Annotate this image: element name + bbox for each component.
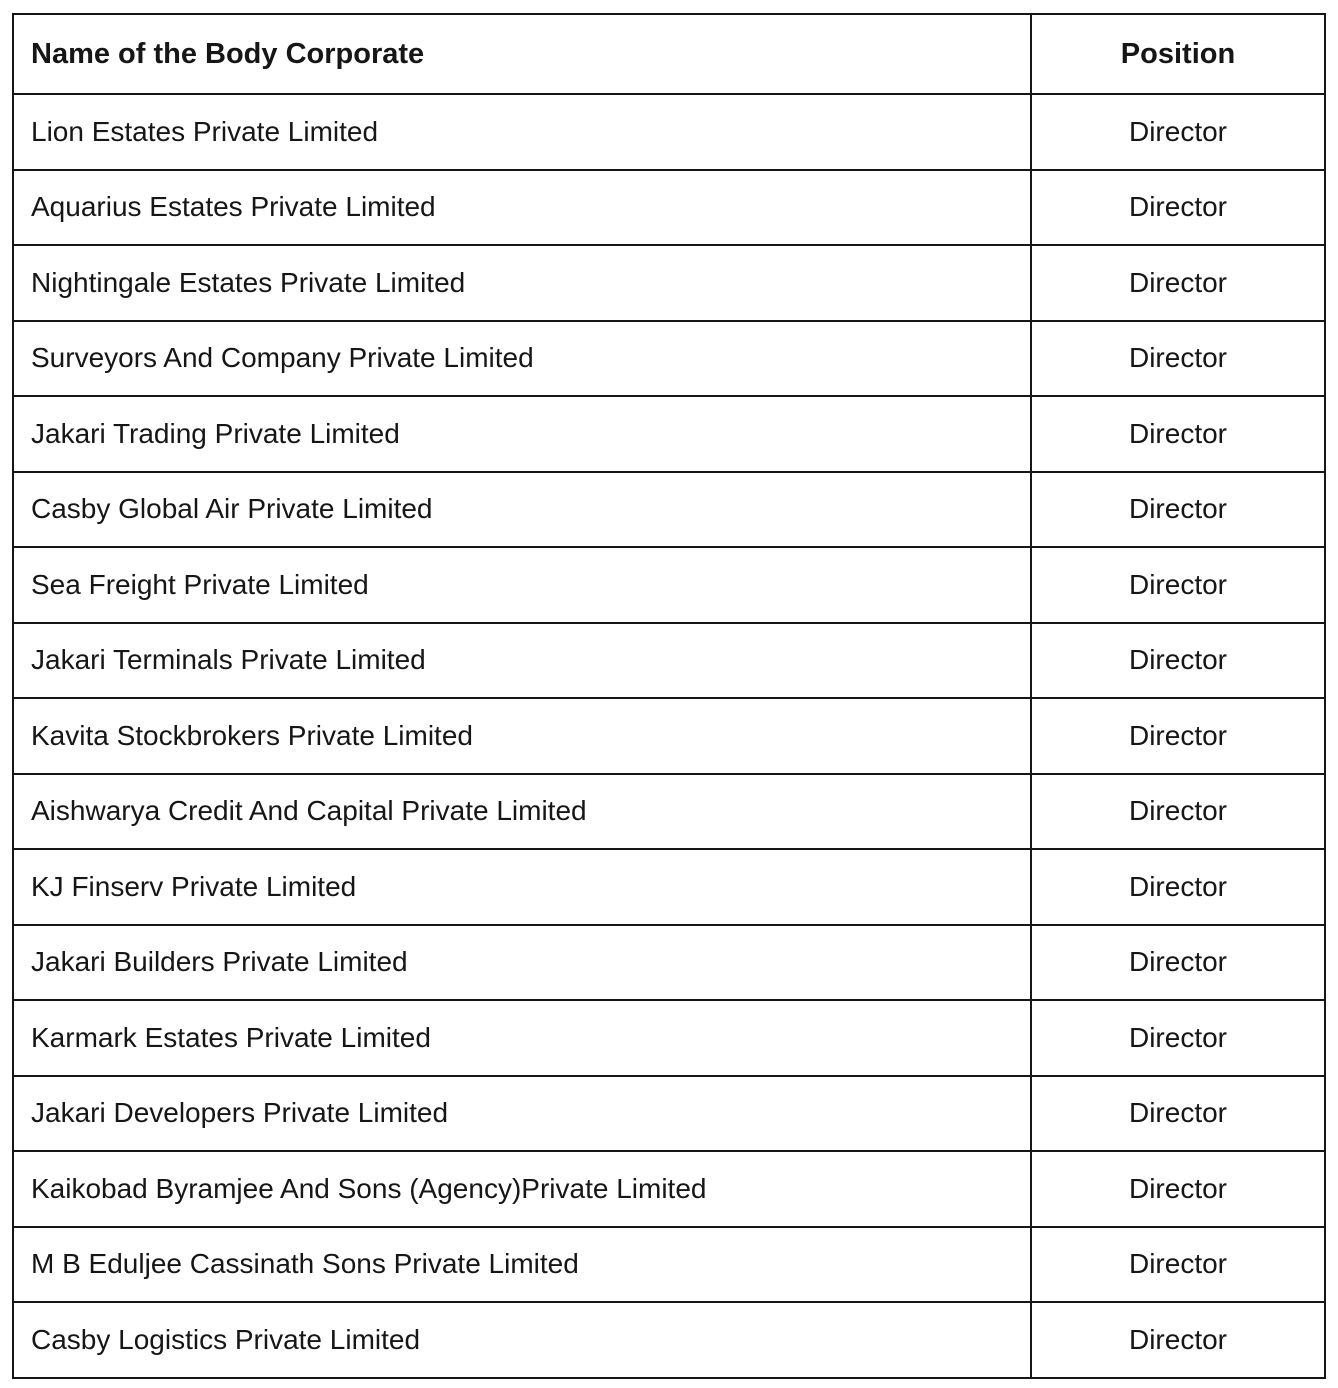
position-cell: Director (1031, 925, 1325, 1001)
body-corporate-name-cell: Jakari Trading Private Limited (13, 396, 1031, 472)
body-corporate-name-cell: Kaikobad Byramjee And Sons (Agency)Private Limited (13, 1151, 1031, 1227)
table-body (13, 94, 1325, 1378)
table-row (13, 1151, 1325, 1227)
table-row (13, 1000, 1325, 1076)
position-cell: Director (1031, 547, 1325, 623)
table-row (13, 774, 1325, 850)
position-cell: Director (1031, 472, 1325, 548)
position-cell: Director (1031, 94, 1325, 170)
body-corporate-name-cell: Jakari Terminals Private Limited (13, 623, 1031, 699)
table-row (13, 547, 1325, 623)
body-corporate-name-cell: Aishwarya Credit And Capital Private Limited (13, 774, 1031, 850)
position-cell: Director (1031, 1302, 1325, 1378)
table-row (13, 1076, 1325, 1152)
header-row (13, 14, 1325, 94)
table-header (13, 14, 1325, 94)
table-row (13, 396, 1325, 472)
body-corporate-name-cell: M B Eduljee Cassinath Sons Private Limited (13, 1227, 1031, 1303)
position-cell: Director (1031, 170, 1325, 246)
body-corporate-name-cell: Sea Freight Private Limited (13, 547, 1031, 623)
table-row (13, 925, 1325, 1001)
position-cell: Director (1031, 321, 1325, 397)
position-cell: Director (1031, 396, 1325, 472)
table-row (13, 698, 1325, 774)
table-row (13, 849, 1325, 925)
position-cell: Director (1031, 623, 1325, 699)
position-cell: Director (1031, 1076, 1325, 1152)
column-header-name-of-body-corporate: Name of the Body Corporate (13, 14, 1031, 94)
table-row (13, 245, 1325, 321)
body-corporate-name-cell: Kavita Stockbrokers Private Limited (13, 698, 1031, 774)
position-cell: Director (1031, 1227, 1325, 1303)
table-row (13, 170, 1325, 246)
body-corporate-name-cell: Casby Logistics Private Limited (13, 1302, 1031, 1378)
table-row (13, 1227, 1325, 1303)
position-cell: Director (1031, 698, 1325, 774)
column-header-position: Position (1031, 14, 1325, 94)
position-cell: Director (1031, 1151, 1325, 1227)
body-corporate-name-cell: Karmark Estates Private Limited (13, 1000, 1031, 1076)
body-corporate-table (12, 13, 1326, 1379)
body-corporate-name-cell: Jakari Developers Private Limited (13, 1076, 1031, 1152)
body-corporate-name-cell: Nightingale Estates Private Limited (13, 245, 1031, 321)
table-row (13, 623, 1325, 699)
body-corporate-name-cell: Lion Estates Private Limited (13, 94, 1031, 170)
body-corporate-name-cell: Surveyors And Company Private Limited (13, 321, 1031, 397)
table-row (13, 472, 1325, 548)
position-cell: Director (1031, 774, 1325, 850)
position-cell: Director (1031, 849, 1325, 925)
position-cell: Director (1031, 245, 1325, 321)
table-row (13, 94, 1325, 170)
body-corporate-name-cell: Jakari Builders Private Limited (13, 925, 1031, 1001)
table-row (13, 321, 1325, 397)
body-corporate-name-cell: Casby Global Air Private Limited (13, 472, 1031, 548)
body-corporate-name-cell: KJ Finserv Private Limited (13, 849, 1031, 925)
table-row (13, 1302, 1325, 1378)
body-corporate-name-cell: Aquarius Estates Private Limited (13, 170, 1031, 246)
position-cell: Director (1031, 1000, 1325, 1076)
